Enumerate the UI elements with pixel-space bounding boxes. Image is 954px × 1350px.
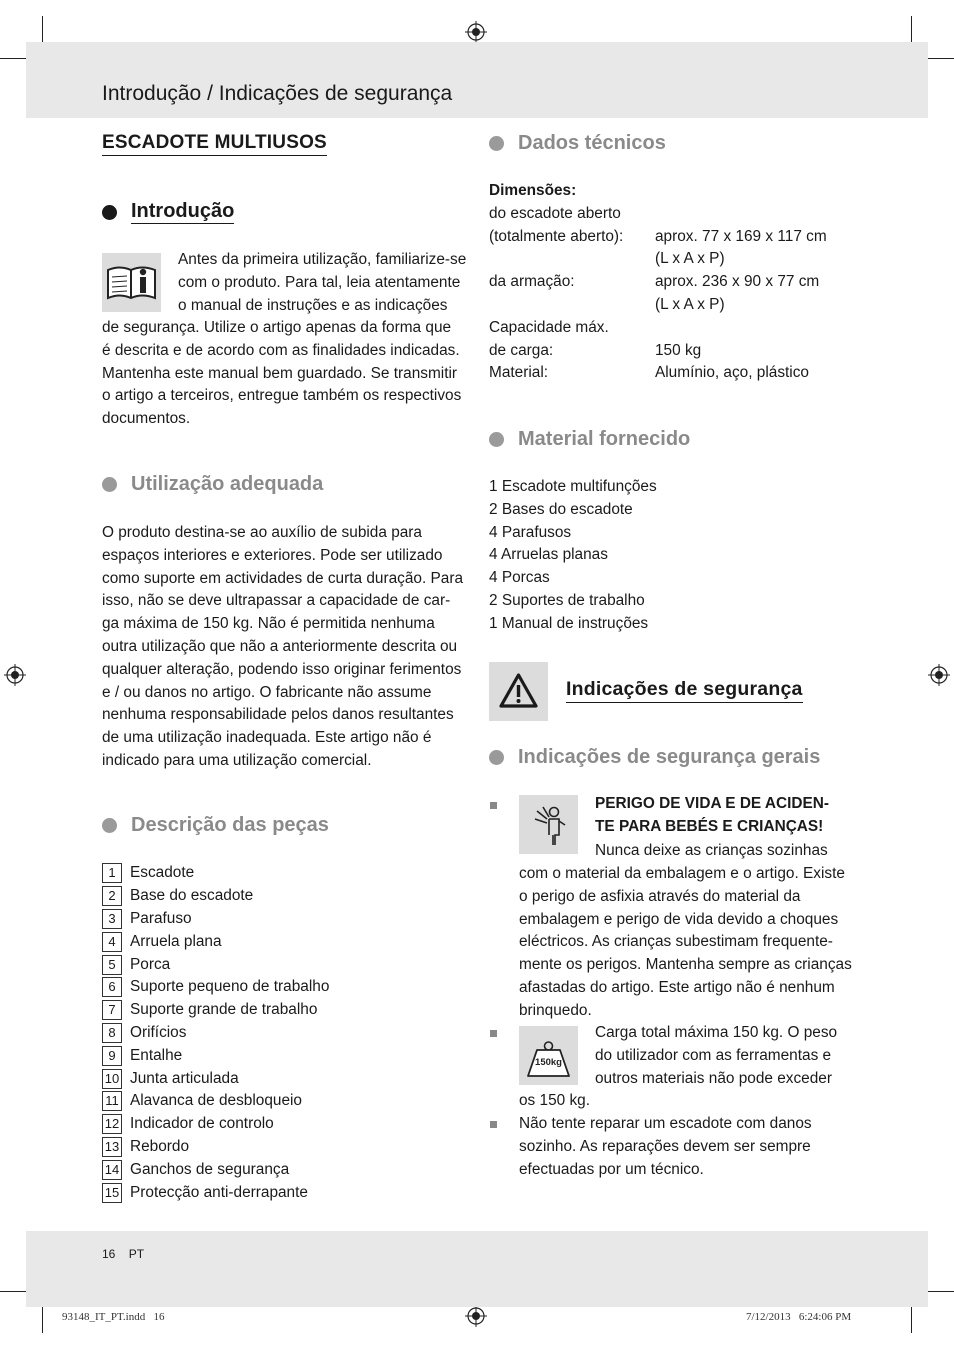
table-row <box>489 226 869 249</box>
text-line: embalagem e perigo de vida devido a choques <box>519 910 839 928</box>
heading-text: Indicações de segurança gerais <box>518 746 821 768</box>
heading-text: Dados técnicos <box>518 132 666 154</box>
spec-key: de carga: <box>489 341 554 359</box>
list-item <box>102 1181 472 1204</box>
part-label: Arruela plana <box>130 932 222 950</box>
section-heading-general-safety <box>489 746 820 769</box>
text-line: com o material da embalagem e o artigo. Existe <box>519 865 845 882</box>
text-line: nenhuma responsabilidade pelos danos resultantes <box>102 706 454 724</box>
list-item: 4 Arruelas planas <box>489 546 608 564</box>
text-line: outra utilização que não a anteriormente descrita ou <box>102 637 458 655</box>
section-heading-introduction <box>102 200 234 224</box>
text-line: sozinho. As reparações devem ser sempre <box>519 1137 811 1155</box>
part-number: 9 <box>102 1046 122 1066</box>
part-number: 2 <box>102 886 122 906</box>
bullet-dot-icon <box>489 432 504 447</box>
part-label: Entalhe <box>130 1046 183 1064</box>
bullet-dot-icon <box>489 136 504 151</box>
list-item <box>102 930 472 953</box>
part-label: Escadote <box>130 864 195 882</box>
parts-list <box>102 862 472 1204</box>
text-line: Antes da primeira utilização, familiarize-se <box>178 251 467 268</box>
child-danger-icon <box>519 795 578 854</box>
table-row <box>489 294 869 317</box>
square-bullet-icon <box>490 1030 497 1037</box>
child-danger-text <box>519 863 869 1023</box>
text-line: Carga total máxima 150 kg. O peso <box>595 1024 838 1041</box>
page-title: Introdução / Indicações de segurança <box>102 82 453 105</box>
text-line: afastadas do artigo. Este artigo não é nenhum <box>519 978 835 996</box>
list-item <box>102 976 472 999</box>
part-label: Rebordo <box>130 1137 190 1155</box>
child-danger-text-wrap <box>595 840 860 863</box>
section-heading-supplied <box>489 428 690 451</box>
table-row <box>489 362 869 385</box>
child-danger-title <box>595 793 860 839</box>
text-line: qualquer alteração, podendo isso originar ferimentos <box>102 660 462 678</box>
list-item <box>102 1158 472 1181</box>
part-label: Base do escadote <box>130 887 254 905</box>
language-code: PT <box>128 1247 145 1261</box>
bullet-dot-icon <box>102 477 117 492</box>
crop-mark <box>924 1291 954 1292</box>
text-line: mente os perigos. Mantenha sempre as crianças <box>519 956 852 974</box>
weight-limit-icon <box>519 1026 578 1085</box>
list-item <box>102 1090 472 1113</box>
text-line: eléctricos. As crianças subestimam frequente- <box>519 933 833 951</box>
table-row <box>489 340 869 363</box>
registration-mark-icon <box>465 21 487 43</box>
slug-filename: 93148_IT_PT.indd 16 <box>62 1311 165 1323</box>
list-item: 4 Porcas <box>489 569 550 587</box>
registration-mark-icon <box>4 664 26 686</box>
footer-band <box>26 1231 928 1307</box>
header-band <box>26 42 928 118</box>
part-label: Junta articulada <box>130 1069 239 1087</box>
text-line: ga máxima de 150 kg. Não é permitida nenhuma <box>102 615 435 633</box>
list-item <box>102 1067 472 1090</box>
text-line: espaços interiores e exteriores. Pode ser utilizado <box>102 546 443 564</box>
list-item <box>102 1022 472 1045</box>
part-number: 6 <box>102 977 122 997</box>
spec-value: aprox. 236 x 90 x 77 cm <box>655 273 820 291</box>
page-number-value: 16 <box>102 1247 116 1261</box>
supplied-list <box>489 476 869 636</box>
table-row <box>489 203 869 226</box>
text-line: como suporte em actividades de curta duração. Para <box>102 569 464 587</box>
text-line: TE PARA BEBÉS E CRIANÇAS! <box>595 817 824 835</box>
part-label: Suporte grande de trabalho <box>130 1001 318 1019</box>
crop-mark <box>911 1303 912 1333</box>
text-line: o manual de instruções e as indicações <box>178 296 448 314</box>
square-bullet-icon <box>490 1121 497 1128</box>
part-label: Orifícios <box>130 1023 187 1041</box>
registration-mark-icon <box>928 664 950 686</box>
spec-key: (totalmente aberto): <box>489 227 624 245</box>
crop-mark <box>42 1303 43 1333</box>
table-row <box>489 248 869 271</box>
bullet-dot-icon <box>102 205 117 220</box>
text-line: o artigo a terceiros, entregue também os respectivos <box>102 387 462 405</box>
intro-text-wrap <box>178 249 468 317</box>
section-heading-intended-use <box>102 473 323 496</box>
part-label: Suporte pequeno de trabalho <box>130 978 330 996</box>
table-row <box>489 271 869 294</box>
table-row <box>489 317 869 340</box>
weight-text <box>519 1090 869 1113</box>
text-line: e / ou danos no artigo. O fabricante não assume <box>102 683 432 701</box>
repair-text <box>519 1113 869 1181</box>
spec-key: do escadote aberto <box>489 204 621 222</box>
bullet-dot-icon <box>489 750 504 765</box>
text-line: indicado para uma utilização comercial. <box>102 751 372 769</box>
text-line: os 150 kg. <box>519 1092 591 1109</box>
list-item <box>102 885 472 908</box>
technical-data-table <box>489 180 869 385</box>
part-label: Alavanca de desbloqueio <box>130 1092 302 1110</box>
part-number: 11 <box>102 1091 122 1111</box>
spec-value: (L x A x P) <box>655 250 725 268</box>
list-item: 4 Parafusos <box>489 523 572 541</box>
registration-mark-icon <box>465 1305 487 1327</box>
part-label: Indicador de controlo <box>130 1115 274 1133</box>
bullet-dot-icon <box>102 818 117 833</box>
spec-value: (L x A x P) <box>655 295 725 313</box>
spec-key: da armação: <box>489 273 575 291</box>
text-line: brinquedo. <box>519 1001 592 1019</box>
section-heading-parts <box>102 814 329 837</box>
spec-key <box>489 248 655 271</box>
part-number: 1 <box>102 863 122 883</box>
dimensions-label: Dimensões: <box>489 182 577 199</box>
part-label: Parafuso <box>130 909 192 927</box>
part-number: 4 <box>102 932 122 952</box>
section-heading-technical-data <box>489 132 666 155</box>
spec-value: aprox. 77 x 169 x 117 cm <box>655 227 827 245</box>
intro-text <box>102 317 472 431</box>
text-line: PERIGO DE VIDA E DE ACIDEN- <box>595 795 830 812</box>
text-line: com o produto. Para tal, leia atentamente <box>178 273 461 291</box>
crop-mark <box>924 58 954 59</box>
warning-icon <box>489 662 548 721</box>
part-number: 5 <box>102 955 122 975</box>
list-item <box>102 999 472 1022</box>
part-label: Porca <box>130 955 171 973</box>
intended-use-text <box>102 522 472 773</box>
part-number: 10 <box>102 1069 122 1089</box>
text-line: isso, não se deve ultrapassar a capacidade de car- <box>102 592 451 610</box>
spec-key: Capacidade máx. <box>489 318 609 336</box>
text-line: de uma utilização inadequada. Este artigo não é <box>102 729 432 747</box>
safety-heading: Indicações de segurança <box>566 678 803 703</box>
heading-text: Descrição das peças <box>131 814 329 836</box>
list-item <box>102 953 472 976</box>
part-number: 3 <box>102 909 122 929</box>
list-item: 1 Manual de instruções <box>489 614 649 632</box>
part-number: 14 <box>102 1160 122 1180</box>
part-number: 7 <box>102 1000 122 1020</box>
text-line: outros materiais não pode exceder <box>595 1069 832 1087</box>
spec-key <box>489 294 655 317</box>
slug-date: 7/12/2013 6:24:06 PM <box>746 1311 852 1323</box>
list-item: 1 Escadote multifunções <box>489 478 657 495</box>
page-number <box>102 1247 144 1261</box>
manual-info-icon <box>102 253 161 312</box>
text-line: de segurança. Utilize o artigo apenas da forma que <box>102 319 452 336</box>
part-label: Protecção anti-derrapante <box>130 1183 308 1201</box>
list-item <box>102 1113 472 1136</box>
part-number: 8 <box>102 1023 122 1043</box>
square-bullet-icon <box>490 802 497 809</box>
part-number: 12 <box>102 1114 122 1134</box>
spec-value: Alumínio, aço, plástico <box>655 364 809 382</box>
list-item <box>102 862 472 885</box>
list-item <box>102 1044 472 1067</box>
list-item: 2 Bases do escadote <box>489 500 633 518</box>
list-item <box>102 1136 472 1159</box>
spec-key: Material: <box>489 364 549 382</box>
text-line: Nunca deixe as crianças sozinhas <box>595 842 828 859</box>
text-line: o perigo de asfixia através do material da <box>519 887 801 905</box>
text-line: do utilizador com as ferramentas e <box>595 1046 832 1064</box>
spec-value: 150 kg <box>655 341 702 359</box>
text-line: O produto destina-se ao auxílio de subida para <box>102 524 422 541</box>
text-line: Não tente reparar um escadote com danos <box>519 1115 812 1132</box>
text-line: efectuadas por um técnico. <box>519 1160 704 1178</box>
part-number: 15 <box>102 1183 122 1203</box>
part-number: 13 <box>102 1137 122 1157</box>
heading-text: Material fornecido <box>518 428 691 450</box>
product-title: ESCADOTE MULTIUSOS <box>102 132 327 156</box>
heading-text: Utilização adequada <box>131 473 324 495</box>
weight-text-wrap <box>595 1022 860 1090</box>
part-label: Ganchos de segurança <box>130 1160 290 1178</box>
text-line: é descrita e de acordo com as finalidades indicadas. <box>102 341 460 359</box>
heading-text: Introdução <box>131 200 235 222</box>
list-item <box>102 908 472 931</box>
weight-label: 150kg <box>535 1057 562 1068</box>
text-line: documentos. <box>102 410 191 428</box>
text-line: Mantenha este manual bem guardado. Se transmitir <box>102 364 458 382</box>
list-item: 2 Suportes de trabalho <box>489 591 645 609</box>
